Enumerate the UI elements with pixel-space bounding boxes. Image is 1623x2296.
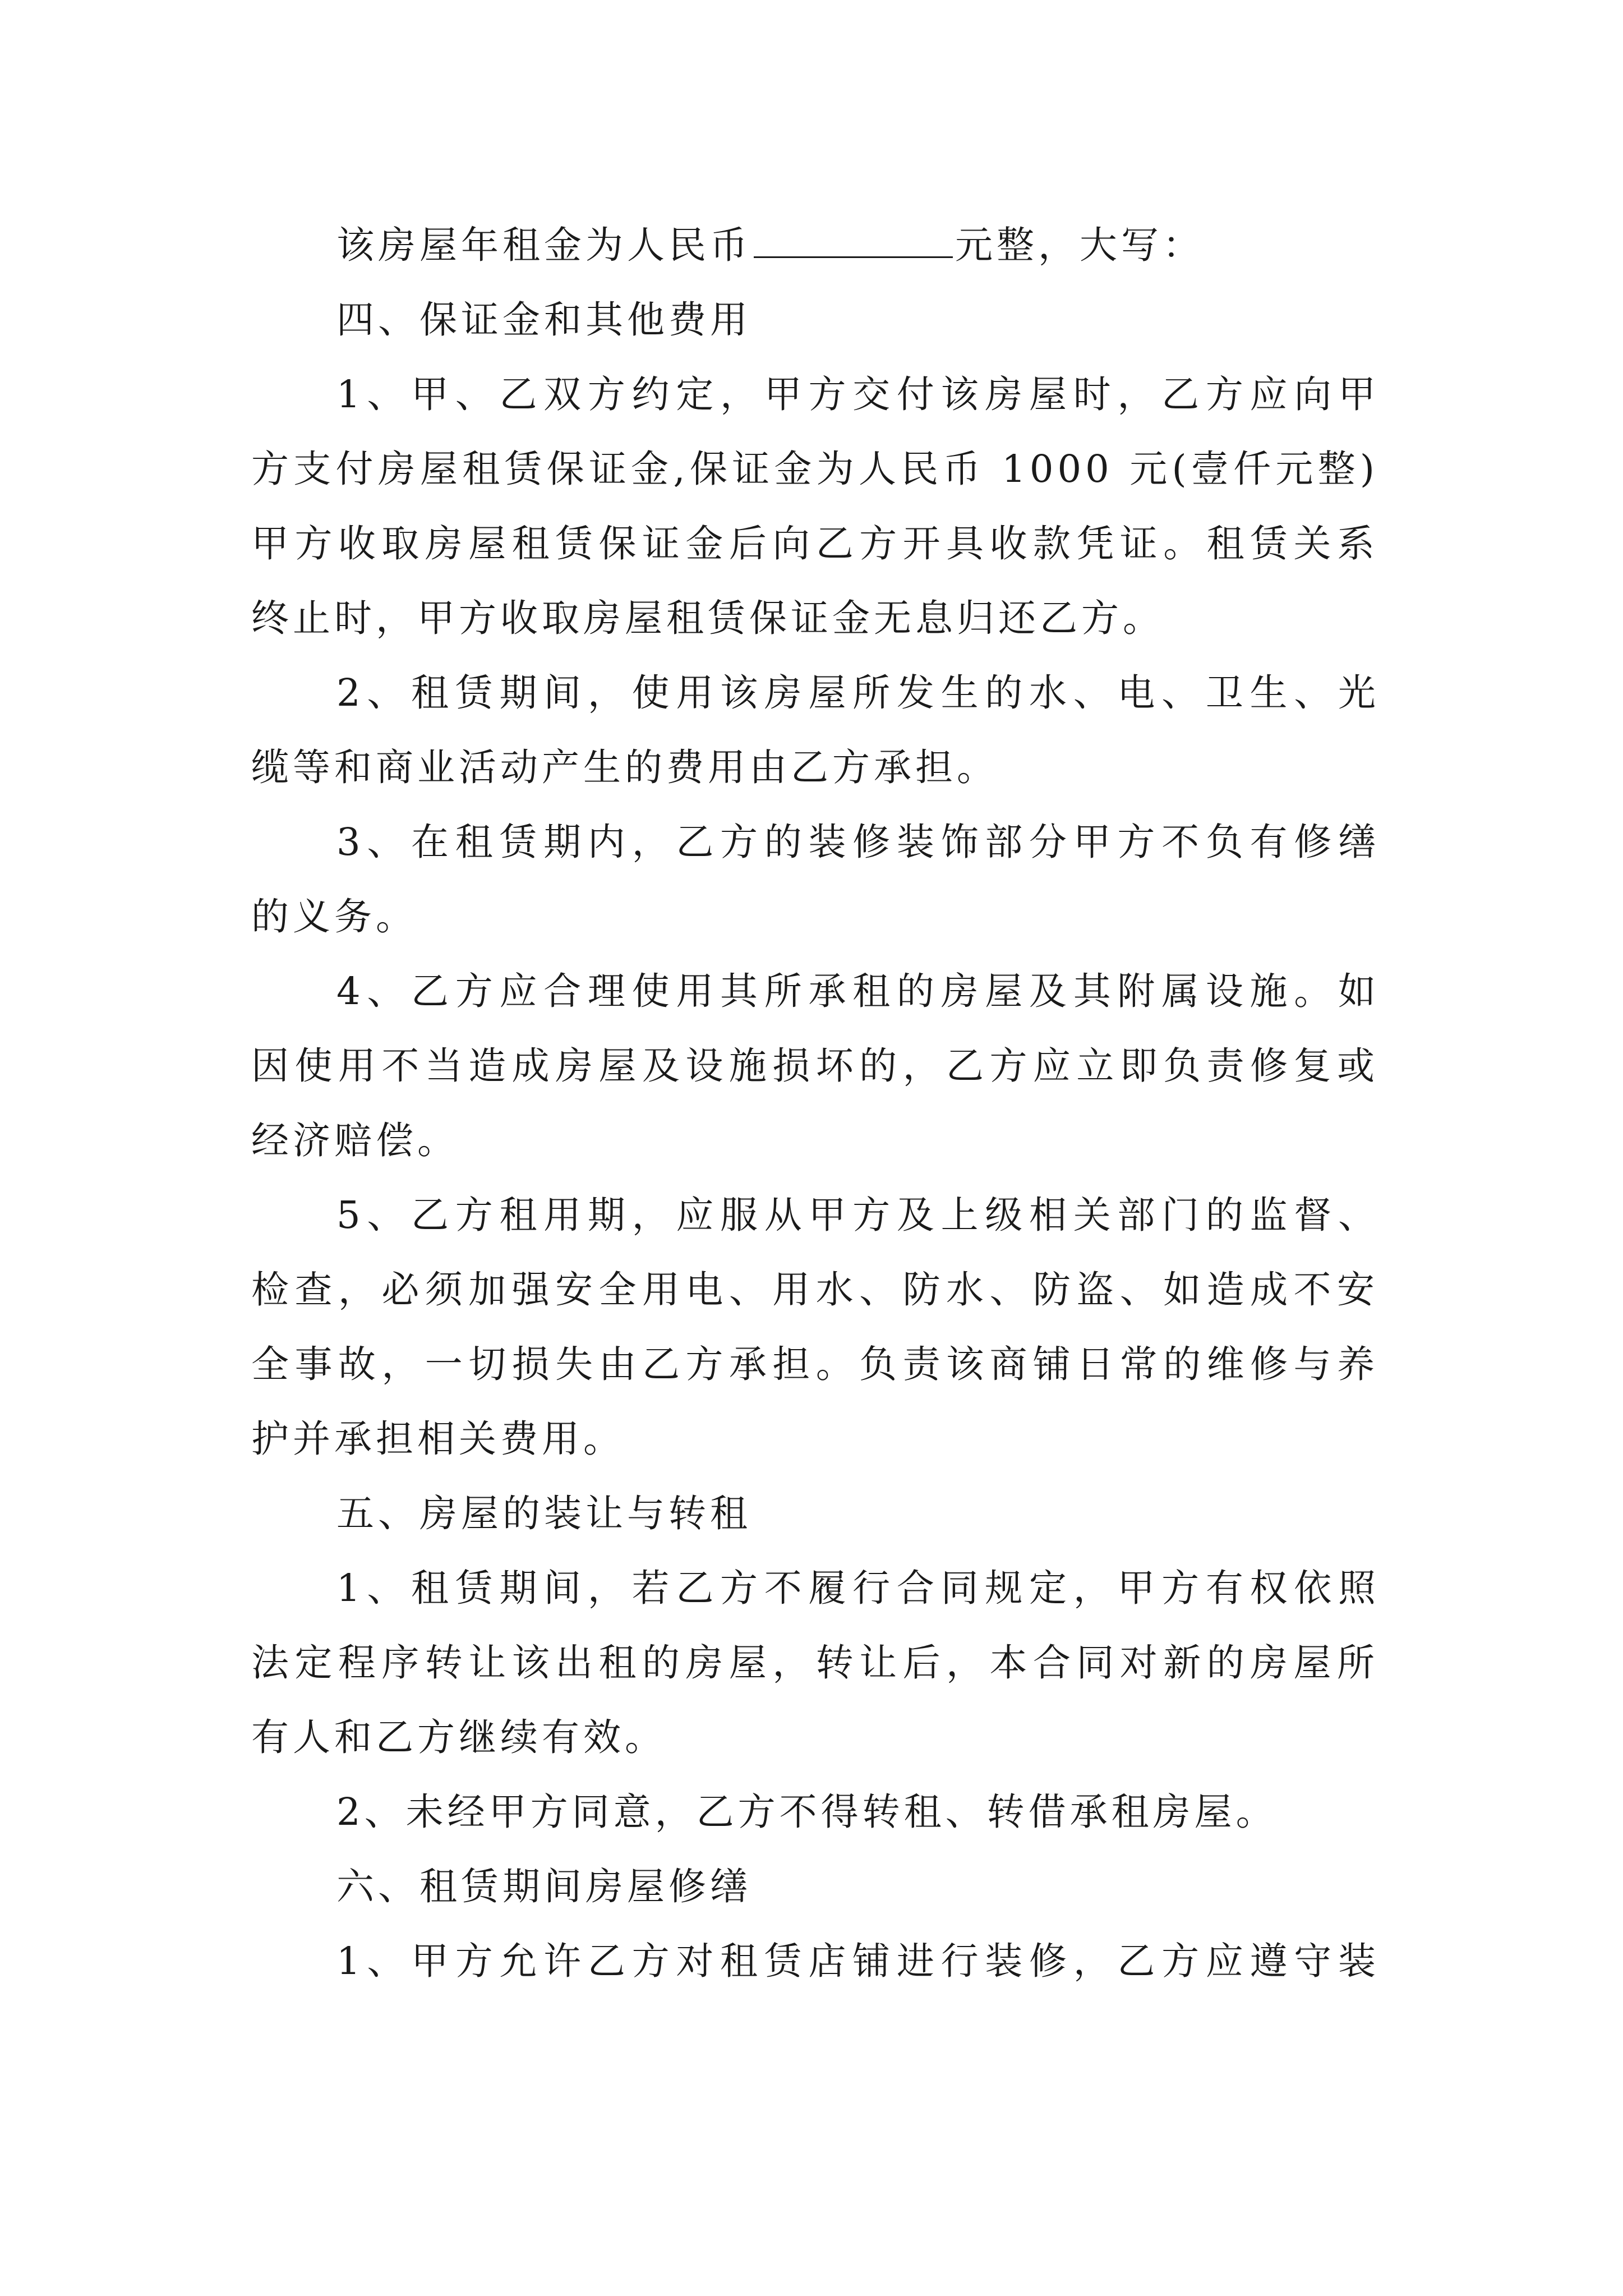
rent-amount-blank bbox=[754, 222, 953, 258]
paragraph-line: 2、租赁期间，使用该房屋所发生的水、电、卫生、光 bbox=[336, 671, 1380, 715]
paragraph-line: 4、乙方应合理使用其所承租的房屋及其附属设施。如 bbox=[336, 969, 1380, 1013]
rent-line bbox=[336, 222, 1380, 269]
paragraph-line: 甲方收取房屋租赁保证金后向乙方开具收款凭证。租赁关系 bbox=[251, 522, 1378, 565]
paragraph-line: 1、租赁期间，若乙方不履行合同规定，甲方有权依照 bbox=[336, 1566, 1380, 1610]
paragraph-line: 因使用不当造成房屋及设施损坏的，乙方应立即负责修复或 bbox=[251, 1044, 1378, 1088]
paragraph-line: 2、未经甲方同意，乙方不得转租、转借承租房屋。 bbox=[336, 1790, 1278, 1834]
rent-line-suffix: 元整，大写： bbox=[955, 223, 1204, 267]
paragraph-line: 有人和乙方继续有效。 bbox=[251, 1715, 666, 1759]
section-heading-deposit: 四、保证金和其他费用 bbox=[336, 298, 751, 342]
paragraph-line: 3、在租赁期内，乙方的装修装饰部分甲方不负有修缮 bbox=[336, 820, 1380, 864]
paragraph-line: 全事故，一切损失由乙方承担。负责该商铺日常的维修与养 bbox=[251, 1342, 1378, 1386]
paragraph-line: 1、甲方允许乙方对租赁店铺进行装修，乙方应遵守装 bbox=[336, 1939, 1380, 1983]
paragraph-line: 法定程序转让该出租的房屋，转让后，本合同对新的房屋所 bbox=[251, 1641, 1378, 1685]
paragraph-line: 的义务。 bbox=[251, 895, 417, 938]
section-heading-repairs: 六、租赁期间房屋修缮 bbox=[336, 1865, 751, 1908]
paragraph-line: 5、乙方租用期，应服从甲方及上级相关部门的监督、 bbox=[336, 1193, 1380, 1237]
paragraph-line: 1、甲、乙双方约定，甲方交付该房屋时，乙方应向甲 bbox=[336, 372, 1380, 416]
section-heading-transfer: 五、房屋的装让与转租 bbox=[336, 1492, 751, 1535]
paragraph-line: 经济赔偿。 bbox=[251, 1119, 459, 1162]
paragraph-line: 终止时，甲方收取房屋租赁保证金无息归还乙方。 bbox=[251, 596, 1164, 640]
paragraph-line: 方支付房屋租赁保证金,保证金为人民币 1000 元(壹仟元整) bbox=[251, 447, 1378, 491]
rent-line-prefix: 该房屋年租金为人民币 bbox=[336, 223, 751, 267]
paragraph-line: 检查，必须加强安全用电、用水、防水、防盗、如造成不安 bbox=[251, 1268, 1378, 1312]
paragraph-line: 缆等和商业活动产生的费用由乙方承担。 bbox=[251, 746, 998, 789]
paragraph-line: 护并承担相关费用。 bbox=[251, 1417, 625, 1461]
